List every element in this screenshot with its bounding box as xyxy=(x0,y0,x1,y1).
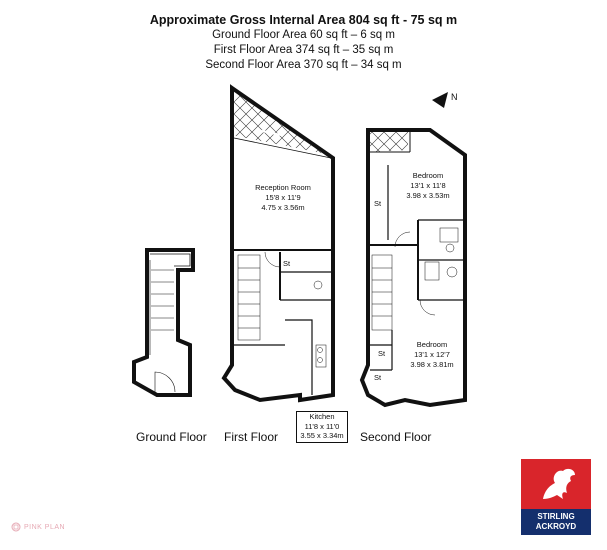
storage-label: St xyxy=(378,349,386,358)
plan-title: Approximate Gross Internal Area 804 sq ft - 75 sq m xyxy=(149,13,458,27)
griffin-icon xyxy=(521,459,591,509)
first-floor-area: First Floor Area 374 sq ft – 35 sq m xyxy=(213,44,394,56)
compass-label: N xyxy=(451,92,458,102)
second-floor-label: Second Floor xyxy=(360,430,432,444)
storage-label: St xyxy=(374,373,382,382)
bedroom-2-imperial: 13'1 x 12'7 xyxy=(414,350,450,359)
storage-label: St xyxy=(374,199,382,208)
ground-floor-plan xyxy=(134,250,193,395)
pink-plan-watermark xyxy=(12,524,65,531)
bedroom-2-metric: 3.98 x 3.81m xyxy=(410,360,454,369)
pink-plan-icon xyxy=(11,522,21,532)
brand-wordmark-panel xyxy=(521,509,591,535)
kitchen-imperial: 11'8 x 11'0 xyxy=(304,421,340,431)
brand-line-1: STIRLING xyxy=(537,512,575,521)
bedroom-1-imperial: 13'1 x 11'8 xyxy=(410,181,446,190)
bedroom-1-name: Bedroom xyxy=(412,171,444,180)
kitchen-metric: 3.55 x 3.34m xyxy=(300,431,344,440)
stirling-ackroyd-logo xyxy=(521,459,591,535)
bedroom-2-name: Bedroom xyxy=(416,340,448,349)
compass-icon xyxy=(432,92,458,108)
first-floor-label: First Floor xyxy=(224,430,278,444)
second-floor-area: Second Floor Area 370 sq ft – 34 sq m xyxy=(205,59,402,71)
first-floor-plan xyxy=(224,88,333,400)
kitchen-label-box xyxy=(296,411,348,443)
kitchen-name: Kitchen xyxy=(309,412,335,421)
ground-floor-label: Ground Floor xyxy=(136,430,207,444)
reception-room-imperial: 15'8 x 11'9 xyxy=(265,193,301,202)
storage-label: St xyxy=(283,259,291,268)
second-floor-plan xyxy=(362,130,465,405)
ground-floor-area: Ground Floor Area 60 sq ft – 6 sq m xyxy=(212,29,395,41)
bedroom-1-metric: 3.98 x 3.53m xyxy=(406,191,450,200)
reception-room-name: Reception Room xyxy=(255,183,311,192)
reception-room-metric: 4.75 x 3.56m xyxy=(261,203,305,212)
pink-plan-text: PINK PLAN xyxy=(24,524,66,531)
brand-line-2: ACKROYD xyxy=(535,522,577,531)
